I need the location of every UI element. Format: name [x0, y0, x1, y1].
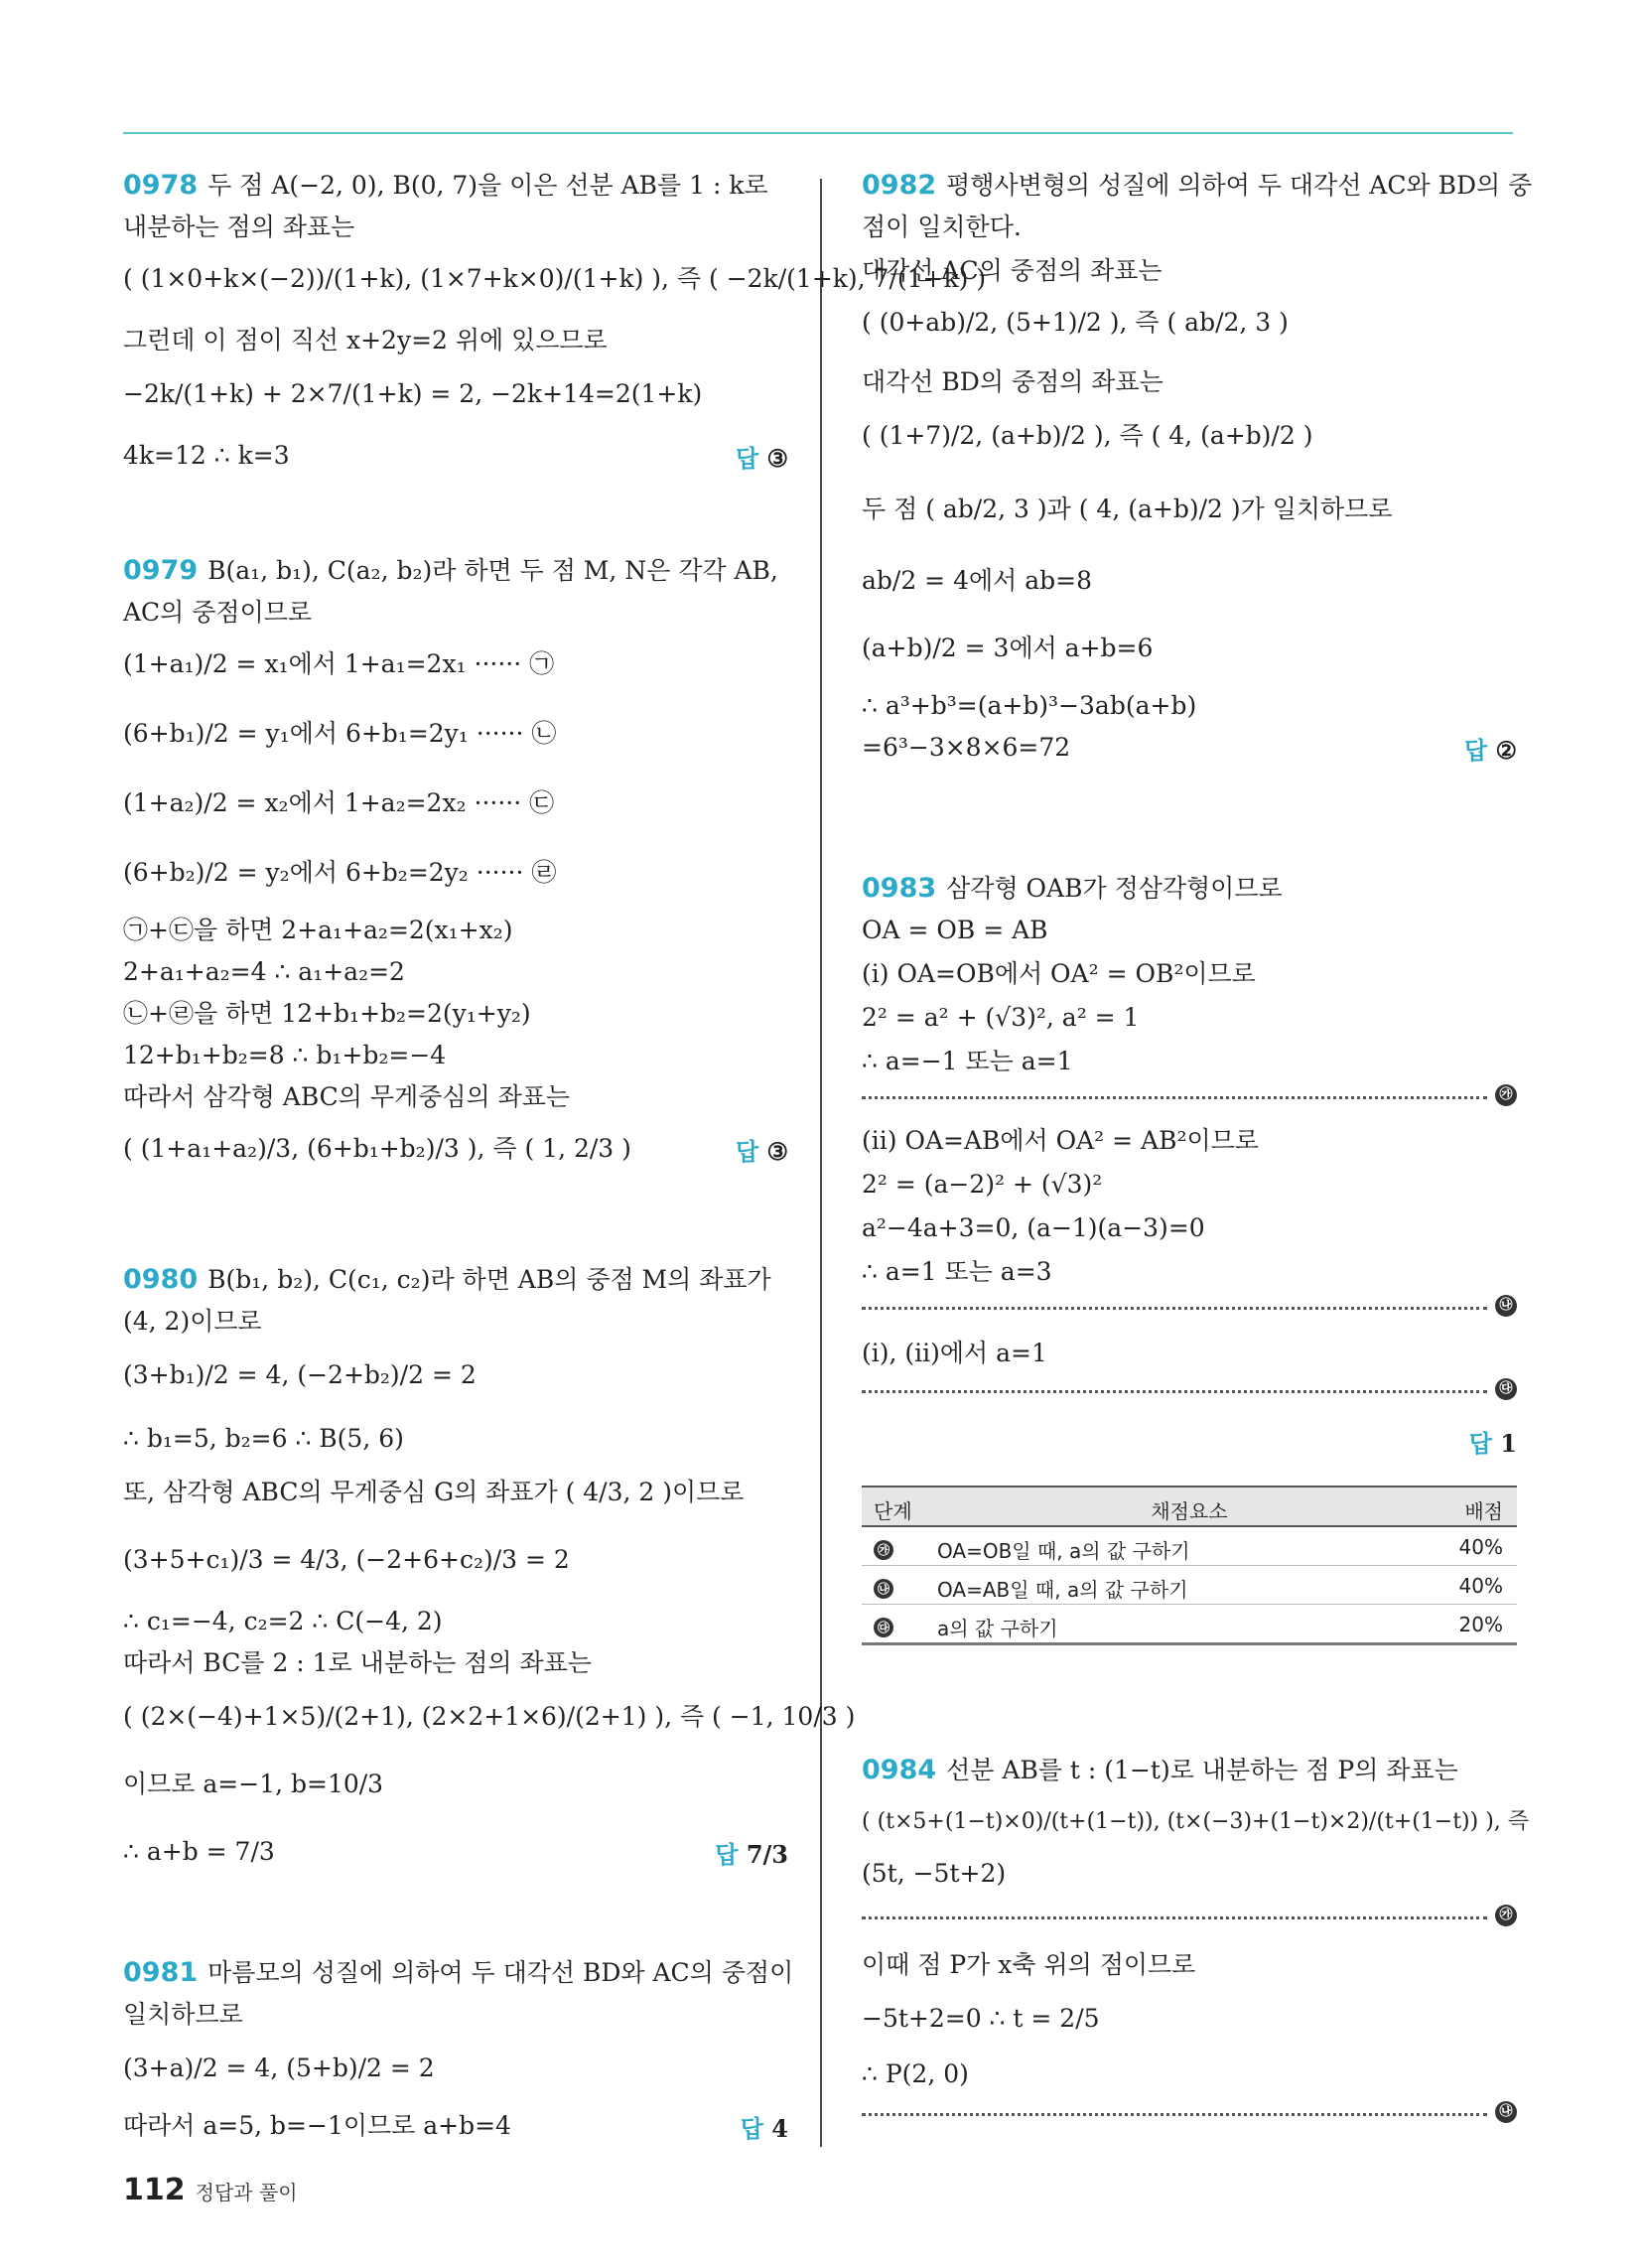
table-header: 단계 — [874, 1499, 912, 1523]
solution-line: =6³−3×8×6=72 — [862, 733, 1071, 762]
step-marker: ㉯ — [1495, 1295, 1517, 1317]
answer — [1464, 731, 1517, 766]
solution-line: 그런데 이 점이 직선 x+2y=2 위에 있으므로 — [123, 326, 608, 354]
solution-line: ∴ c₁=−4, c₂=2 ∴ C(−4, 2) — [123, 1607, 443, 1635]
column-divider — [820, 179, 822, 2147]
solution-line: B(b₁, b₂), C(c₁, c₂)라 하면 AB의 중점 M의 좌표가 — [207, 1265, 771, 1294]
solution-line: 이므로 a=−1, b=10/3 — [123, 1770, 384, 1798]
step-marker: ㉯ — [874, 1579, 893, 1599]
solution-line: 따라서 BC를 2 : 1로 내분하는 점의 좌표는 — [123, 1648, 592, 1677]
solution-line: (i), (ii)에서 a=1 — [862, 1339, 1047, 1367]
answer-value: ③ — [766, 444, 788, 473]
answer-value: 4 — [771, 2114, 788, 2143]
solution-line: 대각선 BD의 중점의 좌표는 — [862, 367, 1163, 396]
solution-line: 삼각형 OAB가 정삼각형이므로 — [946, 874, 1283, 903]
solution-line: OA = OB = AB — [862, 916, 1048, 944]
solution-line: 선분 AB를 t : (1−t)로 내분하는 점 P의 좌표는 — [946, 1756, 1458, 1784]
answer — [741, 2109, 788, 2144]
table-cell: OA=OB일 때, a의 값 구하기 — [937, 1539, 1190, 1563]
solution-line: a²−4a+3=0, (a−1)(a−3)=0 — [862, 1213, 1205, 1242]
solution-line: (3+5+c₁)/3 = 4/3, (−2+6+c₂)/3 = 2 — [123, 1545, 570, 1574]
solution-line: (4, 2)이므로 — [123, 1307, 262, 1336]
solution-line: ∴ a=−1 또는 a=1 — [862, 1047, 1073, 1075]
solution-line: (6+b₁)/2 = y₁에서 6+b₁=2y₁ ······ ㉡ — [123, 719, 557, 748]
answer-label: 답 — [715, 1841, 739, 1869]
answer-value: ② — [1495, 736, 1517, 765]
table-cell: a의 값 구하기 — [937, 1617, 1058, 1640]
solution-line: 따라서 a=5, b=−1이므로 a+b=4 — [123, 2111, 511, 2140]
solution-line: ∴ a³+b³=(a+b)³−3ab(a+b) — [862, 691, 1197, 720]
step-marker: ㉰ — [1495, 1378, 1517, 1400]
answer-value: 1 — [1500, 1429, 1517, 1458]
solution-line: (5t, −5t+2) — [862, 1859, 1007, 1888]
step-marker: ㉰ — [874, 1618, 893, 1637]
solution-line: 마름모의 성질에 의하여 두 대각선 BD와 AC의 중점이 — [207, 1958, 794, 1987]
solution-line: ab/2 = 4에서 ab=8 — [862, 566, 1092, 595]
solution-line: (ii) OA=AB에서 OA² = AB²이므로 — [862, 1126, 1259, 1155]
solution-line: 2+a₁+a₂=4 ∴ a₁+a₂=2 — [123, 957, 405, 986]
solution-line: (3+a)/2 = 4, (5+b)/2 = 2 — [123, 2054, 435, 2082]
solution-line: 2² = a² + (√3)², a² = 1 — [862, 1003, 1140, 1032]
answer-label: 답 — [1468, 1430, 1492, 1458]
page-footer — [123, 2173, 298, 2207]
answer-label: 답 — [1463, 737, 1488, 765]
answer-label: 답 — [735, 445, 759, 473]
answer-value: 7/3 — [746, 1840, 788, 1869]
problem-number: 0982 — [862, 170, 937, 201]
solution-line: 대각선 AC의 중점의 좌표는 — [862, 256, 1163, 285]
problem-number: 0978 — [123, 170, 199, 201]
answer — [736, 439, 788, 474]
scoring-table — [862, 1486, 1517, 1645]
table-header: 채점요소 — [1151, 1499, 1228, 1523]
solution-line: (1+a₁)/2 = x₁에서 1+a₁=2x₁ ······ ㉠ — [123, 649, 555, 678]
solution-line: ( (1+a₁+a₂)/3, (6+b₁+b₂)/3 ), 즉 ( 1, 2/3 ) — [123, 1134, 631, 1163]
problem-number: 0981 — [123, 1957, 199, 1988]
solution-line: ( (2×(−4)+1×5)/(2+1), (2×2+1×6)/(2+1) ), 즉 ( −1, 10/3 ) — [123, 1702, 856, 1731]
step-marker: ㉮ — [1495, 1905, 1517, 1926]
table-cell: 40% — [1458, 1574, 1503, 1598]
solution-line: 2² = (a−2)² + (√3)² — [862, 1170, 1103, 1199]
solution-line: (3+b₁)/2 = 4, (−2+b₂)/2 = 2 — [123, 1360, 477, 1389]
solution-line: ∴ a=1 또는 a=3 — [862, 1257, 1052, 1286]
solution-line: B(a₁, b₁), C(a₂, b₂)라 하면 두 점 M, N은 각각 AB, — [207, 556, 778, 585]
answer — [736, 1132, 788, 1167]
step-marker: ㉮ — [874, 1540, 893, 1560]
page-number: 112 — [123, 2173, 186, 2207]
solution-line: ㉡+㉣을 하면 12+b₁+b₂=2(y₁+y₂) — [123, 999, 531, 1028]
table-header: 배점 — [1464, 1499, 1503, 1523]
solution-line: (6+b₂)/2 = y₂에서 6+b₂=2y₂ ······ ㉣ — [123, 858, 557, 887]
dotted-separator — [862, 2113, 1487, 2116]
dotted-separator — [862, 1916, 1487, 1919]
solution-line: ( (1+7)/2, (a+b)/2 ), 즉 ( 4, (a+b)/2 ) — [862, 421, 1313, 450]
answer-value: ③ — [766, 1137, 788, 1166]
answer — [1469, 1424, 1517, 1459]
solution-line: 따라서 삼각형 ABC의 무게중심의 좌표는 — [123, 1082, 571, 1111]
answer-label: 답 — [735, 1138, 759, 1166]
solution-line: ∴ a+b = 7/3 — [123, 1837, 275, 1866]
dotted-separator — [862, 1390, 1487, 1393]
table-row — [862, 1605, 1517, 1645]
solution-line: −5t+2=0 ∴ t = 2/5 — [862, 2004, 1100, 2033]
solution-line: (1+a₂)/2 = x₂에서 1+a₂=2x₂ ······ ㉢ — [123, 788, 555, 817]
solution-line: 일치하므로 — [123, 2000, 243, 2029]
solution-line: ( (t×5+(1−t)×0)/(t+(1−t)), (t×(−3)+(1−t)×2)/(t+(1−t)) ), 즉 — [862, 1809, 1530, 1834]
solution-line: ∴ b₁=5, b₂=6 ∴ B(5, 6) — [123, 1424, 404, 1453]
solution-line: (a+b)/2 = 3에서 a+b=6 — [862, 634, 1154, 662]
step-marker: ㉮ — [1495, 1084, 1517, 1106]
solution-line: ∴ P(2, 0) — [862, 2059, 969, 2088]
solution-line: 이때 점 P가 x축 위의 점이므로 — [862, 1950, 1196, 1979]
solution-line: ( (1×0+k×(−2))/(1+k), (1×7+k×0)/(1+k) ), 즉 ( −2k/(1+k), 7/(1+k) ) — [123, 264, 987, 293]
answer — [715, 1835, 788, 1870]
table-cell: 40% — [1458, 1535, 1503, 1559]
solution-line: 내분하는 점의 좌표는 — [123, 213, 355, 241]
dotted-separator — [862, 1307, 1487, 1310]
table-row — [862, 1527, 1517, 1566]
problem-number: 0983 — [862, 873, 937, 904]
problem-number: 0984 — [862, 1755, 937, 1785]
page-label: 정답과 풀이 — [195, 2181, 298, 2204]
answer-label: 답 — [740, 2115, 763, 2143]
solution-line: 두 점 ( ab/2, 3 )과 ( 4, (a+b)/2 )가 일치하므로 — [862, 495, 1393, 523]
solution-line: 12+b₁+b₂=8 ∴ b₁+b₂=−4 — [123, 1041, 447, 1069]
solution-line: −2k/(1+k) + 2×7/(1+k) = 2, −2k+14=2(1+k) — [123, 379, 703, 408]
solution-line: (i) OA=OB에서 OA² = OB²이므로 — [862, 959, 1256, 988]
problem-number: 0979 — [123, 555, 199, 586]
problem-number: 0980 — [123, 1264, 199, 1295]
solution-line: AC의 중점이므로 — [123, 598, 313, 627]
table-cell: OA=AB일 때, a의 값 구하기 — [937, 1578, 1188, 1602]
solution-line: ㉠+㉢을 하면 2+a₁+a₂=2(x₁+x₂) — [123, 916, 513, 944]
solution-line: 평행사변형의 성질에 의하여 두 대각선 AC와 BD의 중 — [946, 171, 1533, 200]
table-row — [862, 1566, 1517, 1605]
solution-line: 두 점 A(−2, 0), B(0, 7)을 이은 선분 AB를 1 : k로 — [207, 171, 768, 200]
solution-line: ( (0+ab)/2, (5+1)/2 ), 즉 ( ab/2, 3 ) — [862, 308, 1289, 337]
step-marker: ㉯ — [1495, 2101, 1517, 2123]
table-cell: 20% — [1458, 1613, 1503, 1636]
dotted-separator — [862, 1096, 1487, 1099]
solution-line: 또, 삼각형 ABC의 무게중심 G의 좌표가 ( 4/3, 2 )이므로 — [123, 1478, 745, 1506]
table-header-row — [862, 1486, 1517, 1527]
solution-line: 점이 일치한다. — [862, 213, 1022, 241]
solution-line: 4k=12 ∴ k=3 — [123, 441, 290, 470]
top-rule — [123, 132, 1513, 134]
